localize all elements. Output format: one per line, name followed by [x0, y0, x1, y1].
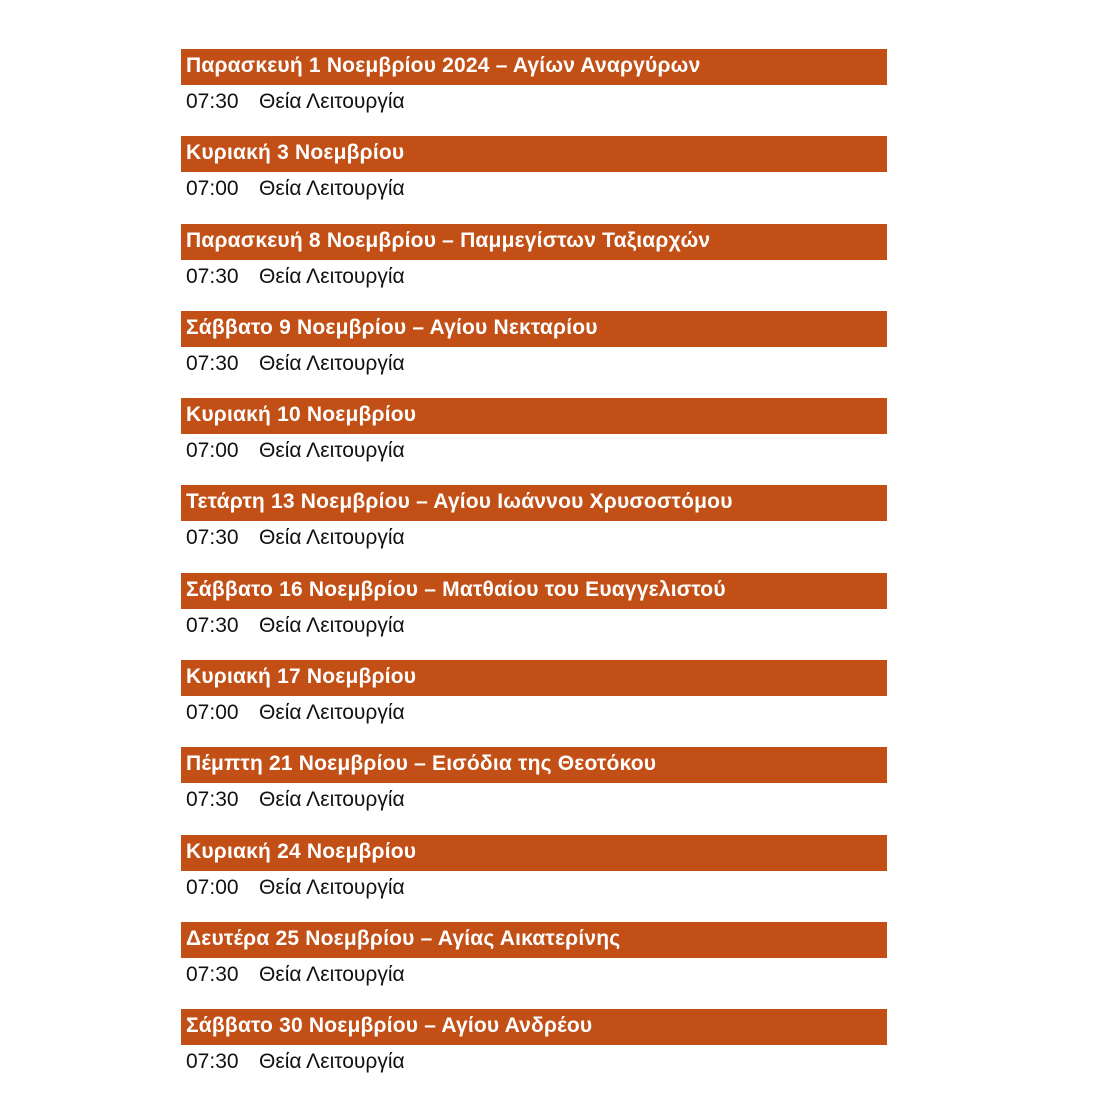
service-name: Θεία Λειτουργία [259, 264, 405, 288]
service-name: Θεία Λειτουργία [259, 875, 405, 899]
schedule-entry [181, 49, 887, 136]
service-time: 07:00 [186, 701, 239, 725]
service-line [181, 434, 887, 468]
service-line [181, 609, 887, 643]
entry-heading: Κυριακή 10 Νοεμβρίου [181, 398, 887, 434]
entry-heading: Σάββατο 9 Νοεμβρίου – Αγίου Νεκταρίου [181, 311, 887, 347]
service-line [181, 172, 887, 206]
service-name: Θεία Λειτουργία [259, 526, 405, 550]
service-name: Θεία Λειτουργία [259, 962, 405, 986]
service-line [181, 260, 887, 294]
service-name: Θεία Λειτουργία [259, 701, 405, 725]
entry-heading: Πέμπτη 21 Νοεμβρίου – Εισόδια της Θεοτόκου [181, 747, 887, 783]
service-name: Θεία Λειτουργία [259, 439, 405, 463]
schedule-entry [181, 224, 887, 311]
entry-heading: Κυριακή 17 Νοεμβρίου [181, 660, 887, 696]
service-name: Θεία Λειτουργία [259, 613, 405, 637]
entry-heading: Κυριακή 3 Νοεμβρίου [181, 136, 887, 172]
service-line [181, 521, 887, 555]
service-time: 07:30 [186, 962, 239, 986]
service-time: 07:30 [186, 90, 239, 113]
entry-heading: Παρασκευή 8 Νοεμβρίου – Παμμεγίστων Ταξιαρχών [181, 224, 887, 260]
service-time: 07:30 [186, 788, 239, 812]
service-name: Θεία Λειτουργία [259, 788, 405, 812]
service-line [181, 347, 887, 381]
schedule-entry [181, 398, 887, 485]
service-name: Θεία Λειτουργία [259, 177, 405, 201]
service-time: 07:30 [186, 1050, 239, 1074]
entry-heading: Παρασκευή 1 Νοεμβρίου 2024 – Αγίων Αναργύρων [181, 49, 887, 85]
schedule-entry [181, 136, 887, 223]
service-line [181, 958, 887, 992]
entry-heading: Δευτέρα 25 Νοεμβρίου – Αγίας Αικατερίνης [181, 922, 887, 958]
service-name: Θεία Λειτουργία [259, 90, 405, 113]
schedule-entry [181, 311, 887, 398]
schedule-entry [181, 747, 887, 834]
schedule-entry [181, 573, 887, 660]
service-time: 07:00 [186, 439, 239, 463]
service-time: 07:00 [186, 177, 239, 201]
service-time: 07:30 [186, 351, 239, 375]
service-line [181, 85, 887, 119]
schedule-entry [181, 922, 887, 1009]
service-time: 07:30 [186, 613, 239, 637]
entry-heading: Σάββατο 30 Νοεμβρίου – Αγίου Ανδρέου [181, 1009, 887, 1045]
schedule-list [181, 49, 887, 1097]
service-line [181, 871, 887, 905]
schedule-entry [181, 1009, 887, 1096]
entry-heading: Κυριακή 24 Νοεμβρίου [181, 835, 887, 871]
entry-heading: Τετάρτη 13 Νοεμβρίου – Αγίου Ιωάννου Χρυσοστόμου [181, 485, 887, 521]
service-time: 07:30 [186, 526, 239, 550]
service-name: Θεία Λειτουργία [259, 1050, 405, 1074]
service-name: Θεία Λειτουργία [259, 351, 405, 375]
entry-heading: Σάββατο 16 Νοεμβρίου – Ματθαίου του Ευαγγελιστού [181, 573, 887, 609]
service-time: 07:00 [186, 875, 239, 899]
service-line [181, 1045, 887, 1079]
schedule-entry [181, 660, 887, 747]
service-line [181, 783, 887, 817]
service-time: 07:30 [186, 264, 239, 288]
service-line [181, 696, 887, 730]
schedule-entry [181, 835, 887, 922]
schedule-entry [181, 485, 887, 572]
